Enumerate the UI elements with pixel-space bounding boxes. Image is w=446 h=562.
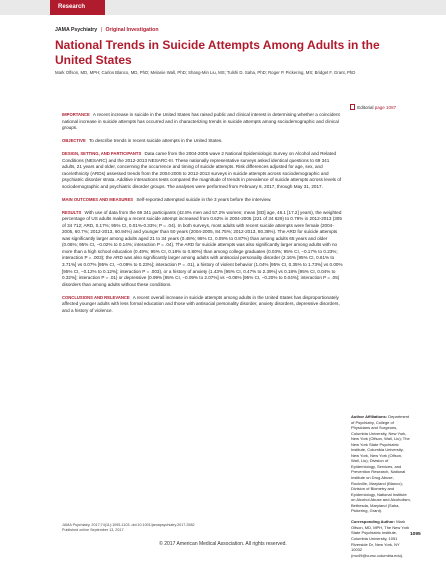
affiliations-block — [351, 414, 411, 514]
affiliations-text: Department of Psychiatry, College of Physicians and Surgeons, Columbia University, New York, New York (Olfson, Wall, Liu); The New York State Psychiatric Institute, Columbia University, New York, New York (Olfson, Wall, Liu); Division of Epidemiology, Services, and Prevention Research, National Institute on Drug Abuse, Rockville, Maryland (Blanco); Division of Biometry and Epidemiology, National Institute on Alcohol Abuse and Alcoholism, Bethesda, Maryland (Saha, Pickering, Grant). — [351, 414, 411, 514]
section-label: MAIN OUTCOMES AND MEASURES — [62, 196, 134, 202]
article-title: National Trends in Suicide Attempts Among Adults in the United States — [55, 38, 380, 67]
editorial-link[interactable] — [350, 104, 396, 110]
section-label: DESIGN, SETTING, AND PARTICIPANTS — [62, 150, 142, 156]
section-text: Data came from the 2004-2005 wave 2 National Epidemiologic Survey on Alcohol and Related Conditions (NESARC) and the 2012-2013 NESARC-III. These nationally representative surveys asked identical questions to 69 341 adults, 21 years and older, concerning the occurrence and timing of suicide attempts. Risk differences adjusted for age, sex, and race/ethnicity (ARDs) assessed trends from the 2004-2005 to 2012-2013 surveys in suicide attempts across sociodemographic and psychiatric disorder strata. Additive interactions tests compared the magnitude of trends in prevalence of suicide attempts across levels of sociodemographic and psychiatric disorder groups. The analyses were performed from February 8, 2017, through May 31, 2017. — [62, 150, 342, 189]
corresponding-block — [351, 519, 411, 558]
document-icon — [350, 104, 355, 110]
journal-separator: | — [100, 27, 103, 33]
section-text: With use of data from the 69 341 participants (42.8% men and 57.2% women; mean [SD] age, 48.1 [17.2] years), the weighted percentage of US adults making a recent suicide attempt increased from 0.62% in 2004-2005 (221 of 34 629) to 0.79% in 2012-2013 (305 of 34 712; ARD, 0.17%; 95% CI, 0.01%-0.33%; P = .04). In both surveys, most adults with recent suicide attempts were female (2004-2005, 60.7%; 2012-2013, 60.94%) and younger than 50 years (2004-2005, 84.75%; 2012-2013, 80.38%). The ARD for suicide attempts was significantly larger among adults aged 21 to 34 years (0.48%; 95% CI, 0.09% to 0.87%) than among adults 65 years and older (0.06%; 95% CI, −0.02% to 0.14%; interaction P = .04). The ARD for suicide attempts was also significantly larger among adults with no more than a high school education (0.49%; 95% CI, 0.18% to 0.80%) than among college graduates (0.03%; 95% CI, −0.17% to 0.23%; interaction P = .003); the ARD was also significantly larger among adults with antisocial personality disorder (2.16% [95% CI, 0.61% to 3.71%] vs 0.07% [95% CI, −0.09% to 0.23%]; interaction P = .01), a history of violent behavior (1.04% [95% CI, 0.35% to 1.73%] vs 0.00% [95% CI, −0.12% to 0.12%]; interaction P = .003), or a history of anxiety (1.43% [95% CI, 0.47% to 2.39%] vs 0.18% [95% CI, 0.04% to 0.32%]; interaction P = .01) or depressive (0.99% [95% CI, −0.09% to 2.07%] vs −0.08% [95% CI, −0.20% to 0.04%]; interaction P = .05) disorders than among adults without these conditions. — [62, 209, 343, 287]
journal-line — [55, 27, 159, 33]
abstract-conclusions — [62, 295, 344, 315]
section-tab: Research — [50, 0, 105, 15]
author-list: Mark Olfson, MD, MPH; Carlos Blanco, MD, PhD; Melanie Wall, PhD; Shang-Min Liu, MS; Tulshi D. Saha, PhD; Roger P. Pickering, MS; Bridget F. Grant, PhD — [55, 70, 356, 75]
citation-line: JAMA Psychiatry. 2017;74(11):1095-1103. doi:10.1001/jamapsychiatry.2017.2582 — [62, 523, 195, 527]
section-label: IMPORTANCE — [62, 112, 90, 117]
section-text: A recent increase in suicide in the United States has raised public and clinical interest in determining whether a coincident national increase in suicide attempts has occurred and in characterizing trends in suicide attempts among sociodemographic and clinical groups. — [62, 112, 340, 131]
corresponding-label: Corresponding Author: — [351, 519, 396, 525]
section-label: CONCLUSIONS AND RELEVANCE — [62, 294, 130, 300]
page-number: 1095 — [410, 532, 421, 537]
abstract-importance — [62, 112, 344, 132]
published-date: Published online September 13, 2017. — [62, 528, 125, 533]
abstract-design — [62, 151, 344, 190]
corresponding-text: Mark Olfson, MD, MPH, The New York State Psychiatric Institute, Columbia University, 1051 Riverside Dr, New York, NY 10032 (mo49@cumc.columbia.edu). — [351, 519, 410, 558]
article-type: Original Investigation — [105, 27, 159, 33]
editorial-page-link[interactable]: page 1087 — [374, 105, 397, 110]
copyright-notice: © 2017 American Medical Association. All rights reserved. — [159, 541, 287, 547]
section-label: RESULTS — [62, 209, 82, 215]
section-label: OBJECTIVE — [62, 138, 86, 144]
author-affiliations — [351, 414, 411, 562]
section-text: To describe trends in recent suicide attempts in the United States. — [88, 138, 223, 144]
abstract-objective — [62, 138, 344, 145]
abstract-results — [62, 210, 344, 289]
abstract-outcomes — [62, 197, 344, 204]
affiliations-label: Author Affiliations: — [351, 414, 388, 419]
citation — [62, 523, 322, 534]
abstract — [62, 112, 344, 321]
journal-name: JAMA Psychiatry — [55, 27, 98, 33]
editorial-label: Editorial — [357, 105, 374, 110]
section-text: A recent overall increase in suicide attempts among adults in the United States has disproportionately affected younger adults with less formal education and those with antisocial personality disorder, anxiety disorders, depressive disorders, and a history of violence. — [62, 294, 340, 313]
section-text: Self-reported attempted suicide in the 3 years before the interview. — [136, 196, 272, 202]
